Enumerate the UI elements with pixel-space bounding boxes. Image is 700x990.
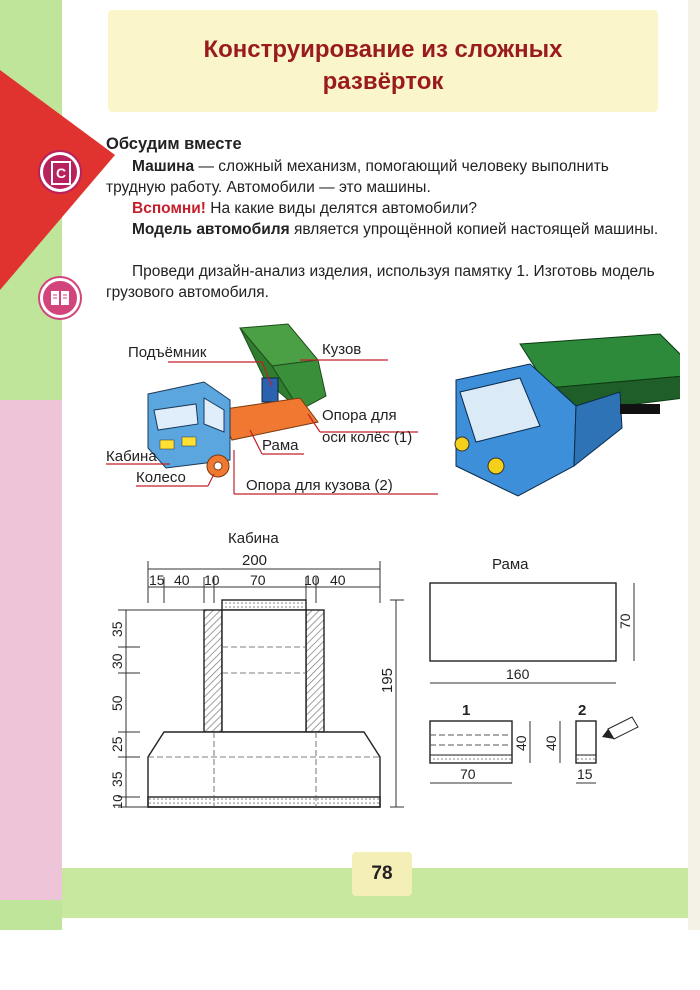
title-line-1: Конструирование из сложных (203, 36, 563, 63)
open-book-icon (43, 281, 77, 315)
section-heading: Обсудим вместе (106, 135, 242, 153)
photo-truck-chassis (620, 404, 660, 414)
part-1-label: 1 (462, 702, 471, 719)
wheel-hub (214, 462, 222, 470)
cabin-headlight-left (160, 440, 174, 449)
paragraph-1 (106, 156, 666, 198)
cabin-headlight-right (182, 437, 196, 446)
paragraph-3 (106, 219, 666, 240)
frame-rect (430, 583, 616, 661)
frame-height-label: 70 (617, 613, 633, 629)
dim-total-width: 200 (242, 552, 268, 569)
part-2-flap (576, 755, 596, 763)
dim-top-40-right: 40 (330, 572, 346, 588)
paragraph-4: Проведи дизайн-анализ изделия, используя памятку 1. Изготовь модель грузового автомобиля. (106, 263, 655, 301)
dim-top-70: 70 (250, 572, 266, 588)
dim-left-30: 30 (109, 653, 125, 669)
cabin-development (148, 600, 380, 807)
paragraph-2-text: На какие виды делятся автомобили? (205, 200, 478, 217)
label-body: Кузов (322, 341, 362, 358)
wheel-pointer (208, 474, 214, 486)
technical-drawing (100, 525, 670, 815)
remember-label: Вспомни! (132, 200, 206, 217)
page-number: 78 (352, 852, 412, 896)
dim-left-35-top: 35 (109, 621, 125, 637)
right-page-edge (688, 0, 700, 930)
title-line-2: развёрток (322, 68, 444, 95)
dim-top-15: 15 (149, 572, 165, 588)
book-badge-icon (40, 278, 80, 318)
label-axle-support-2: оси колёс (1) (322, 429, 413, 446)
label-cabin: Кабина (106, 448, 157, 465)
photo-headlight-left (455, 437, 469, 451)
paragraph-1-text: — сложный механизм, помогающий человеку выполнить трудную работу. Автомобили — это машины. (106, 158, 609, 196)
part-1-flap (430, 755, 512, 763)
label-lift: Подъёмник (128, 344, 207, 361)
term-car-model: Модель автомобиля (132, 221, 290, 238)
cabin-drawing-title: Кабина (228, 530, 279, 547)
badge-letter: C (51, 161, 71, 185)
dim-top-10-left: 10 (204, 572, 220, 588)
label-frame: Рама (262, 437, 299, 454)
label-wheel: Колесо (136, 469, 186, 486)
red-triangle-decor (0, 0, 120, 300)
truck-diagram (100, 318, 680, 508)
dim-left-35-bottom: 35 (109, 771, 125, 787)
term-machine: Машина (132, 158, 195, 175)
dim-left-10: 10 (110, 794, 125, 809)
part-2-width-label: 15 (577, 766, 593, 782)
label-axle-support-1: Опора для (322, 407, 397, 424)
part-1-width-label: 70 (460, 766, 476, 782)
paragraph-2 (106, 198, 666, 219)
paragraph-3-text: является упрощённой копией настоящей машины. (289, 221, 659, 238)
dim-height-195: 195 (379, 667, 396, 693)
dim-top-10-right: 10 (304, 572, 320, 588)
copyright-badge-icon (40, 152, 80, 192)
part-1-height-label: 40 (513, 735, 529, 751)
frame-width-label: 160 (506, 666, 530, 682)
part-2-label: 2 (578, 702, 587, 719)
part-2-height-label: 40 (543, 735, 559, 751)
dim-left-25: 25 (109, 736, 125, 752)
page-title (108, 34, 658, 98)
photo-headlight-right (488, 458, 504, 474)
truck-frame (218, 398, 318, 440)
label-body-support: Опора для кузова (2) (246, 477, 393, 494)
left-pink-band (0, 400, 62, 900)
frame-drawing-title: Рама (492, 556, 529, 573)
dim-top-40-left: 40 (174, 572, 190, 588)
pencil-icon (602, 717, 638, 739)
dim-left-50: 50 (109, 695, 125, 711)
